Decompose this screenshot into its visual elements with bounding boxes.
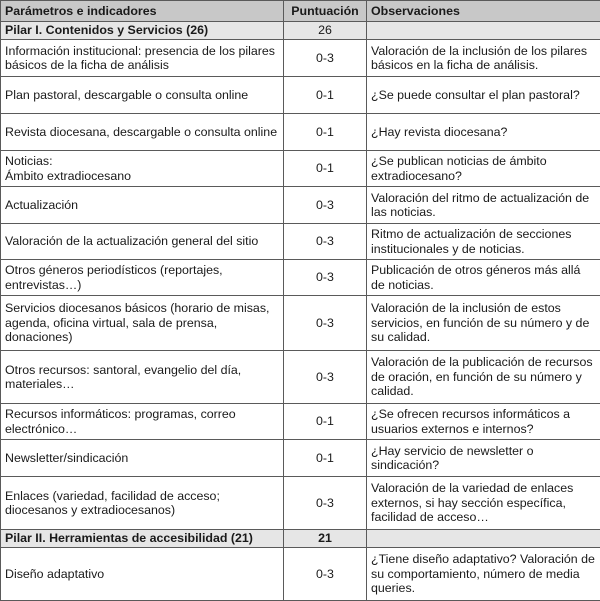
pillar-observations [367,530,600,548]
score-cell: 0-3 [284,260,367,296]
parameter-cell: Enlaces (variedad, facilidad de acceso; diocesanos y extradiocesanos) [1,477,284,530]
score-cell: 0-1 [284,404,367,440]
observation-cell: ¿Tiene diseño adaptativo? Valoración de su comportamiento, número de media queries. [367,548,600,601]
score-cell: 0-1 [284,151,367,187]
observation-cell: ¿Se puede consultar el plan pastoral? [367,77,600,114]
pillar-row [1,530,600,548]
table-row [1,151,600,187]
score-cell: 0-3 [284,296,367,351]
parameter-cell: Actualización [1,187,284,224]
pillar-score: 26 [284,22,367,40]
table-row [1,296,600,351]
observation-cell: ¿Hay servicio de newsletter o sindicación? [367,440,600,477]
pillar-title: Pilar II. Herramientas de accesibilidad (21) [1,530,284,548]
header-parameters: Parámetros e indicadores [1,1,284,22]
table-row [1,187,600,224]
score-cell: 0-3 [284,187,367,224]
pillar-title: Pilar I. Contenidos y Servicios (26) [1,22,284,40]
pillar-score: 21 [284,530,367,548]
table-row [1,440,600,477]
parameter-cell: Servicios diocesanos básicos (horario de misas, agenda, oficina virtual, sala de prensa, donaciones) [1,296,284,351]
observation-cell: ¿Se publican noticias de ámbito extradiocesano? [367,151,600,187]
score-cell: 0-1 [284,440,367,477]
parameter-cell: Newsletter/sindicación [1,440,284,477]
score-cell: 0-1 [284,77,367,114]
observation-cell: Valoración del ritmo de actualización de las noticias. [367,187,600,224]
observation-cell: Valoración de la variedad de enlaces externos, si hay sección específica, facilidad de acceso… [367,477,600,530]
score-cell: 0-1 [284,114,367,151]
header-row [1,1,600,22]
score-cell: 0-3 [284,548,367,601]
score-cell: 0-3 [284,351,367,404]
observation-cell: Valoración de la publicación de recursos de oración, en función de su número y calidad. [367,351,600,404]
table-row [1,477,600,530]
table-row [1,548,600,601]
table-row [1,351,600,404]
table-row [1,77,600,114]
table-row [1,114,600,151]
observation-cell: ¿Se ofrecen recursos informáticos a usuarios externos e internos? [367,404,600,440]
observation-cell: Valoración de la inclusión de estos servicios, en función de su número y de su calidad. [367,296,600,351]
parameter-cell: Diseño adaptativo [1,548,284,601]
parameter-cell: Plan pastoral, descargable o consulta online [1,77,284,114]
pillar-observations [367,22,600,40]
parameter-cell: Otros géneros periodísticos (reportajes, entrevistas…) [1,260,284,296]
parameter-cell: Revista diocesana, descargable o consulta online [1,114,284,151]
observation-cell: Ritmo de actualización de secciones institucionales y de noticias. [367,224,600,260]
parameter-cell: Recursos informáticos: programas, correo electrónico… [1,404,284,440]
table-row [1,40,600,77]
score-cell: 0-3 [284,40,367,77]
observation-cell: ¿Hay revista diocesana? [367,114,600,151]
parameter-cell: Noticias: Ámbito extradiocesano [1,151,284,187]
table-row [1,404,600,440]
header-score: Puntuación [284,1,367,22]
score-cell: 0-3 [284,477,367,530]
score-cell: 0-3 [284,224,367,260]
table-row [1,260,600,296]
pillar-row [1,22,600,40]
header-observations: Observaciones [367,1,600,22]
table-row [1,224,600,260]
parameter-cell: Otros recursos: santoral, evangelio del día, materiales… [1,351,284,404]
parameter-cell: Información institucional: presencia de los pilares básicos de la ficha de análisis [1,40,284,77]
observation-cell: Valoración de la inclusión de los pilares básicos en la ficha de análisis. [367,40,600,77]
observation-cell: Publicación de otros géneros más allá de noticias. [367,260,600,296]
parameter-cell: Valoración de la actualización general del sitio [1,224,284,260]
